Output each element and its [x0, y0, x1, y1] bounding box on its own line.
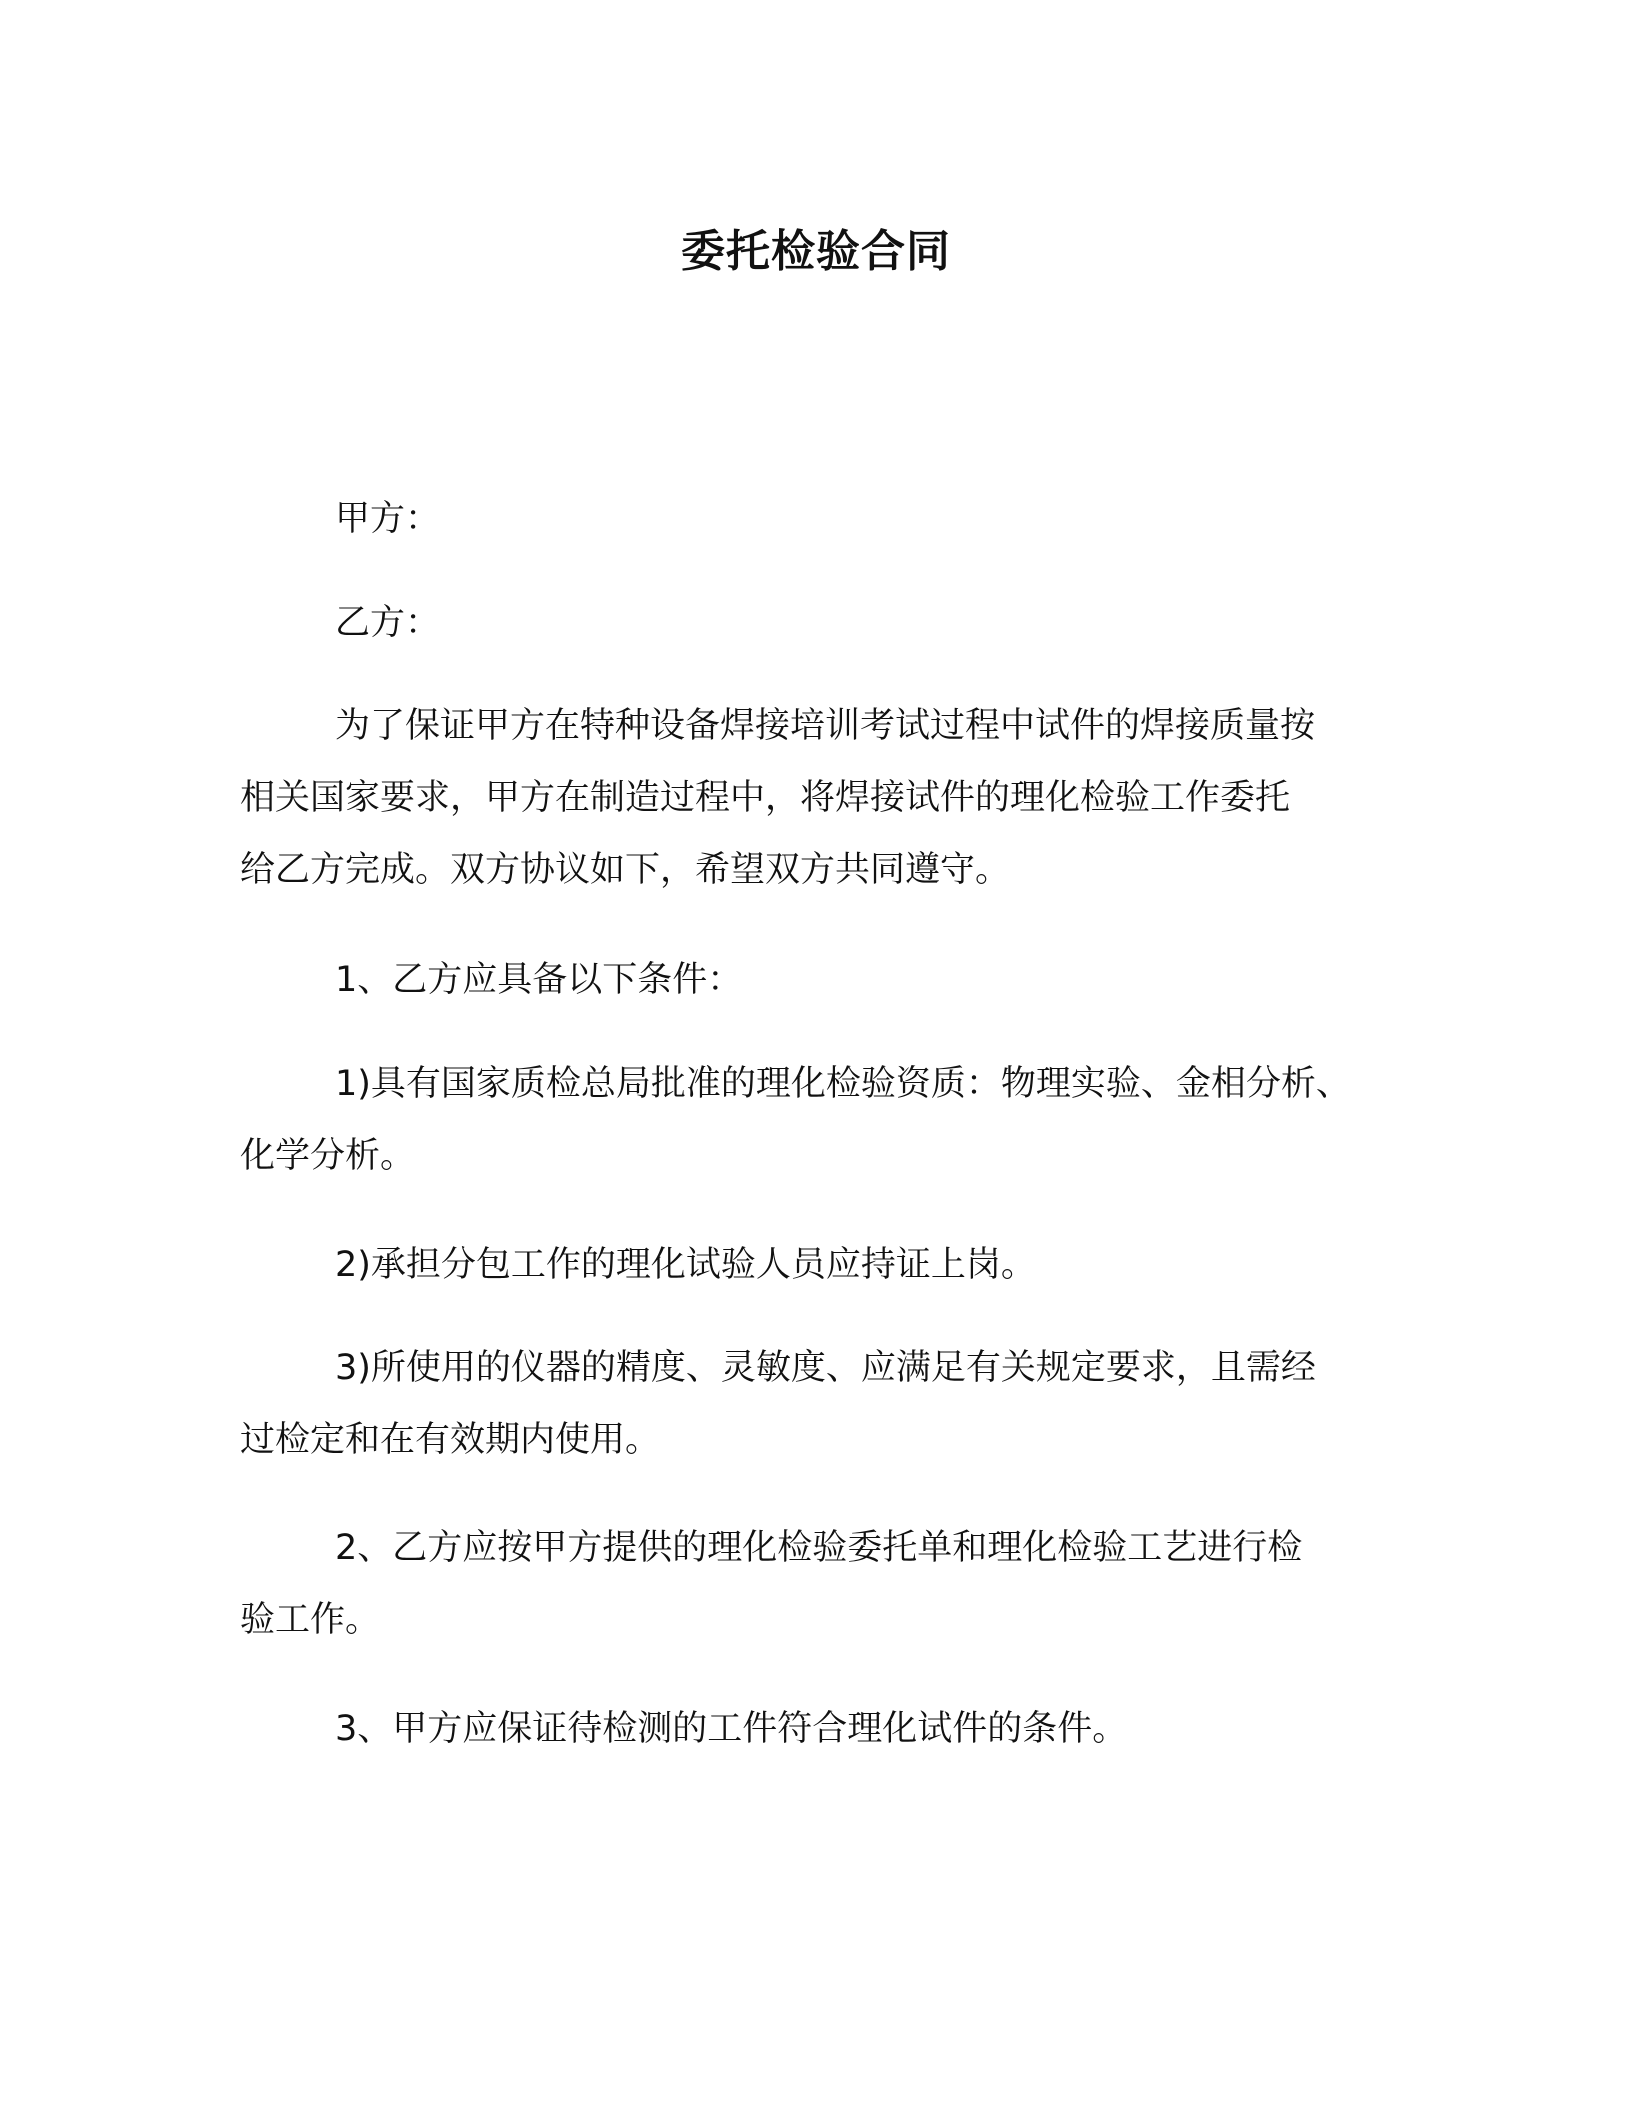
clause-2-line-2: 验工作。: [240, 1600, 381, 1640]
intro-line-1: 为了保证甲方在特种设备焊接培训考试过程中试件的焊接质量按: [335, 706, 1316, 746]
party-b-text: 乙方：: [335, 603, 441, 643]
clause-1-item-2-text: 2)承担分包工作的理化试验人员应持证上岗。: [335, 1245, 1036, 1285]
clause-1-heading: [240, 944, 1400, 1016]
intro-line-3: 给乙方完成。双方协议如下，希望双方共同遵守。: [240, 850, 1011, 890]
clause-1-item-2: [240, 1229, 1400, 1301]
clause-1-heading-text: 1、乙方应具备以下条件：: [335, 960, 743, 1000]
party-a-label: [240, 483, 1400, 555]
clause-1-item-3-line-1: 3)所使用的仪器的精度、灵敏度、应满足有关规定要求，且需经: [335, 1348, 1316, 1388]
clause-1-item-3-line-2: 过检定和在有效期内使用。: [240, 1420, 661, 1460]
clause-2-line-1: 2、乙方应按甲方提供的理化检验委托单和理化检验工艺进行检: [335, 1528, 1303, 1568]
document-title: 委托检验合同: [681, 226, 951, 277]
clause-1-item-1: [240, 1048, 1400, 1192]
clause-2: [240, 1512, 1400, 1656]
party-b-label: [240, 587, 1400, 659]
clause-3-text: 3、甲方应保证待检测的工件符合理化试件的条件。: [335, 1709, 1128, 1749]
party-a-text: 甲方：: [335, 499, 441, 539]
intro-paragraph: [240, 690, 1400, 906]
clause-1-item-3: [240, 1332, 1400, 1476]
clause-1-item-1-line-2: 化学分析。: [240, 1136, 416, 1176]
clause-1-item-1-line-1: 1)具有国家质检总局批准的理化检验资质：物理实验、金相分析、: [335, 1064, 1351, 1104]
clause-3: [240, 1693, 1400, 1765]
intro-line-2: 相关国家要求，甲方在制造过程中，将焊接试件的理化检验工作委托: [240, 778, 1291, 818]
